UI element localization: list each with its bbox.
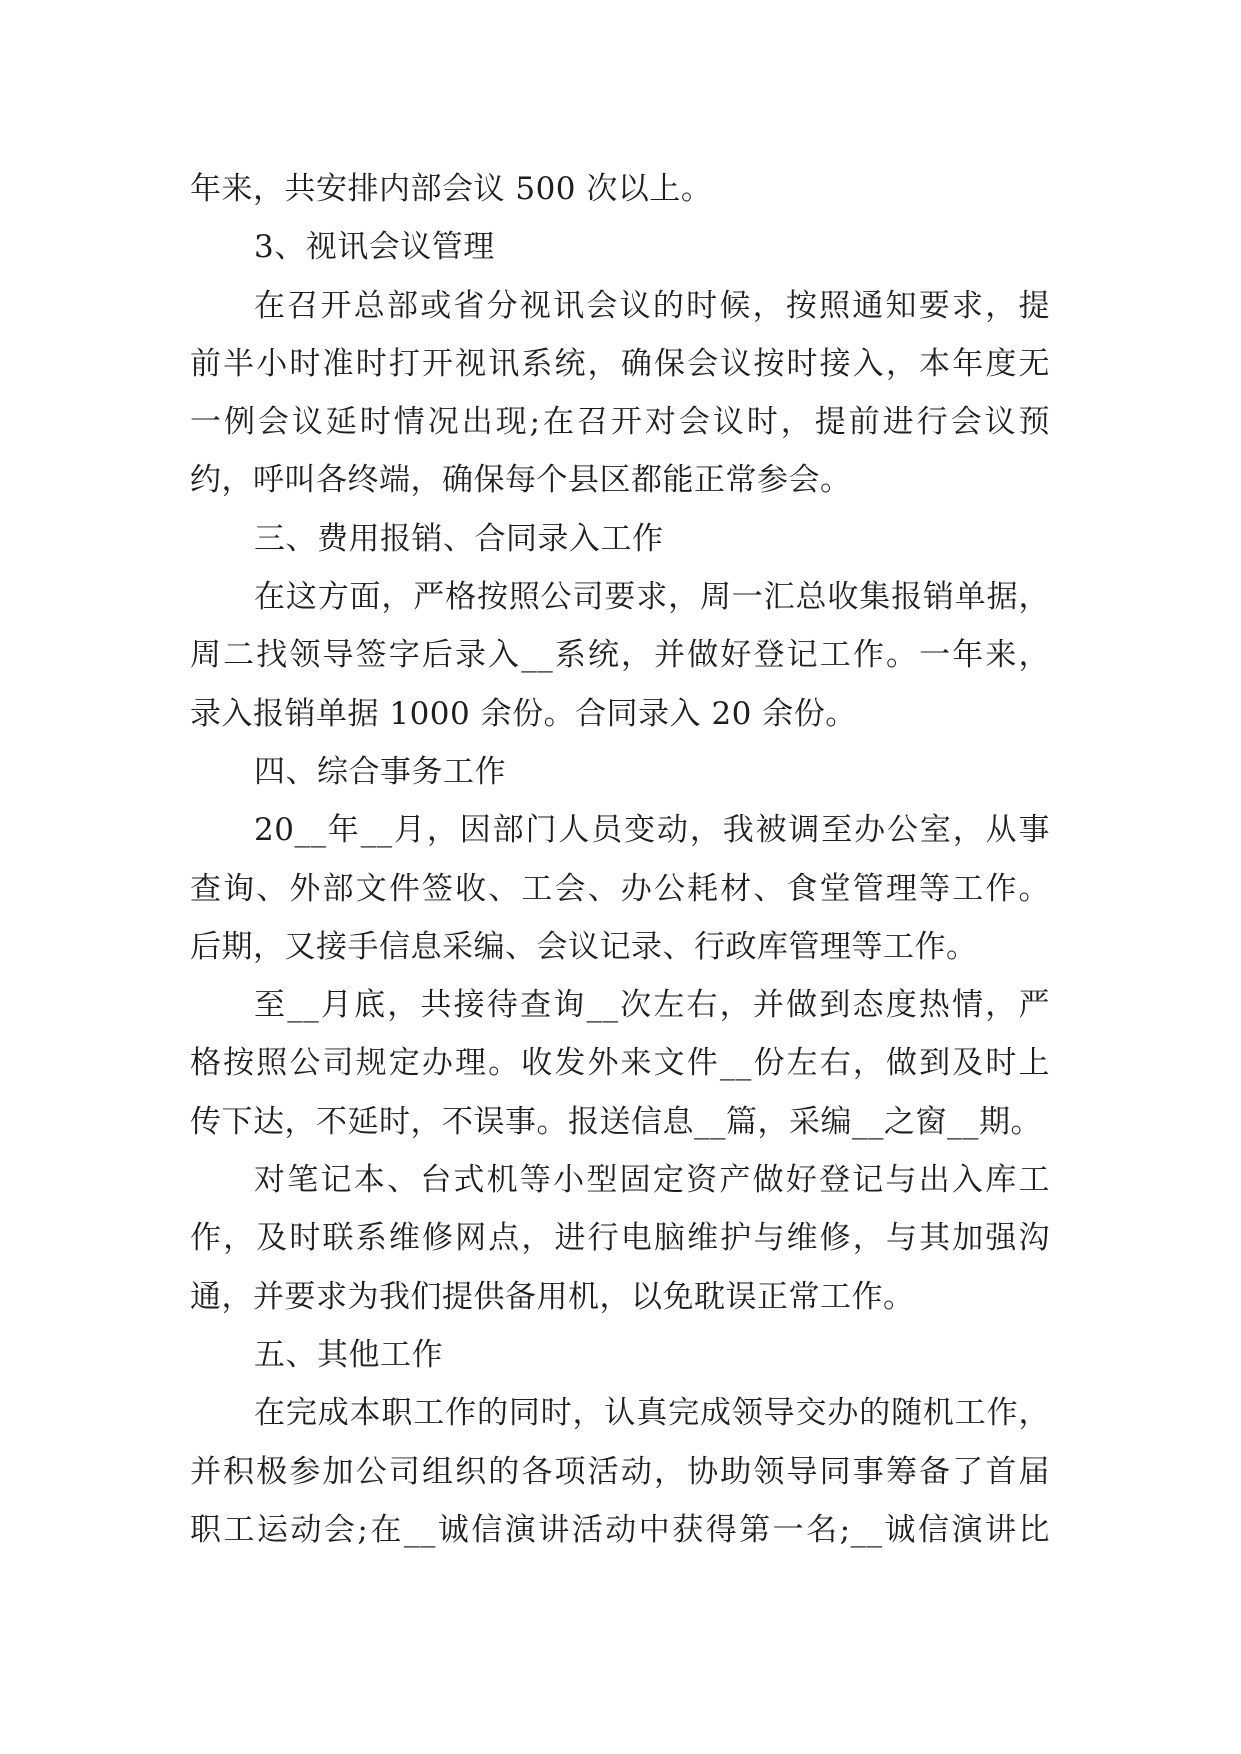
text-line: 对笔记本、台式机等小型固定资产做好登记与出入库工	[254, 1162, 1050, 1199]
text-line: 通，并要求为我们提供备用机，以免耽误正常工作。	[190, 1278, 915, 1315]
text-line: 五、其他工作	[254, 1336, 443, 1373]
text-line: 前半小时准时打开视讯系统，确保会议按时接入，本年度无	[190, 345, 1050, 382]
text-line: 职工运动会;在__诚信演讲活动中获得第一名;__诚信演讲比	[190, 1511, 1050, 1548]
text-line: 在召开总部或省分视讯会议的时候，按照通知要求，提	[254, 287, 1050, 324]
text-line: 至__月底，共接待查询__次左右，并做到态度热情，严	[254, 987, 1050, 1024]
text-line: 周二找领导签字后录入__系统，并做好登记工作。一年来，	[190, 637, 1050, 674]
text-line: 20__年__月，因部门人员变动，我被调至办公室，从事	[254, 812, 1050, 849]
document-body	[190, 160, 1050, 1559]
text-line: 一例会议延时情况出现;在召开对会议时，提前进行会议预	[190, 404, 1050, 441]
text-line: 年来，共安排内部会议 500 次以上。	[190, 171, 713, 207]
text-line: 3、视讯会议管理	[254, 229, 495, 266]
text-line: 约，呼叫各终端，确保每个县区都能正常参会。	[190, 462, 852, 499]
text-line: 并积极参加公司组织的各项活动，协助领导同事筹备了首届	[190, 1453, 1050, 1490]
text-line: 查询、外部文件签收、工会、办公耗材、食堂管理等工作。	[190, 870, 1050, 907]
text-line: 格按照公司规定办理。收发外来文件__份左右，做到及时上	[190, 1045, 1050, 1082]
text-line: 三、费用报销、合同录入工作	[254, 520, 664, 557]
text-line: 作，及时联系维修网点，进行电脑维护与维修，与其加强沟	[190, 1220, 1050, 1257]
text-line: 在完成本职工作的同时，认真完成领导交办的随机工作，	[254, 1395, 1050, 1432]
text-line: 录入报销单据 1000 余份。合同录入 20 余份。	[190, 695, 857, 732]
text-line: 后期，又接手信息采编、会议记录、行政库管理等工作。	[190, 928, 978, 965]
text-line: 四、综合事务工作	[254, 753, 506, 790]
text-line: 在这方面，严格按照公司要求，周一汇总收集报销单据，	[254, 579, 1050, 616]
text-line: 传下达，不延时，不误事。报送信息__篇，采编__之窗__期。	[190, 1103, 1042, 1140]
